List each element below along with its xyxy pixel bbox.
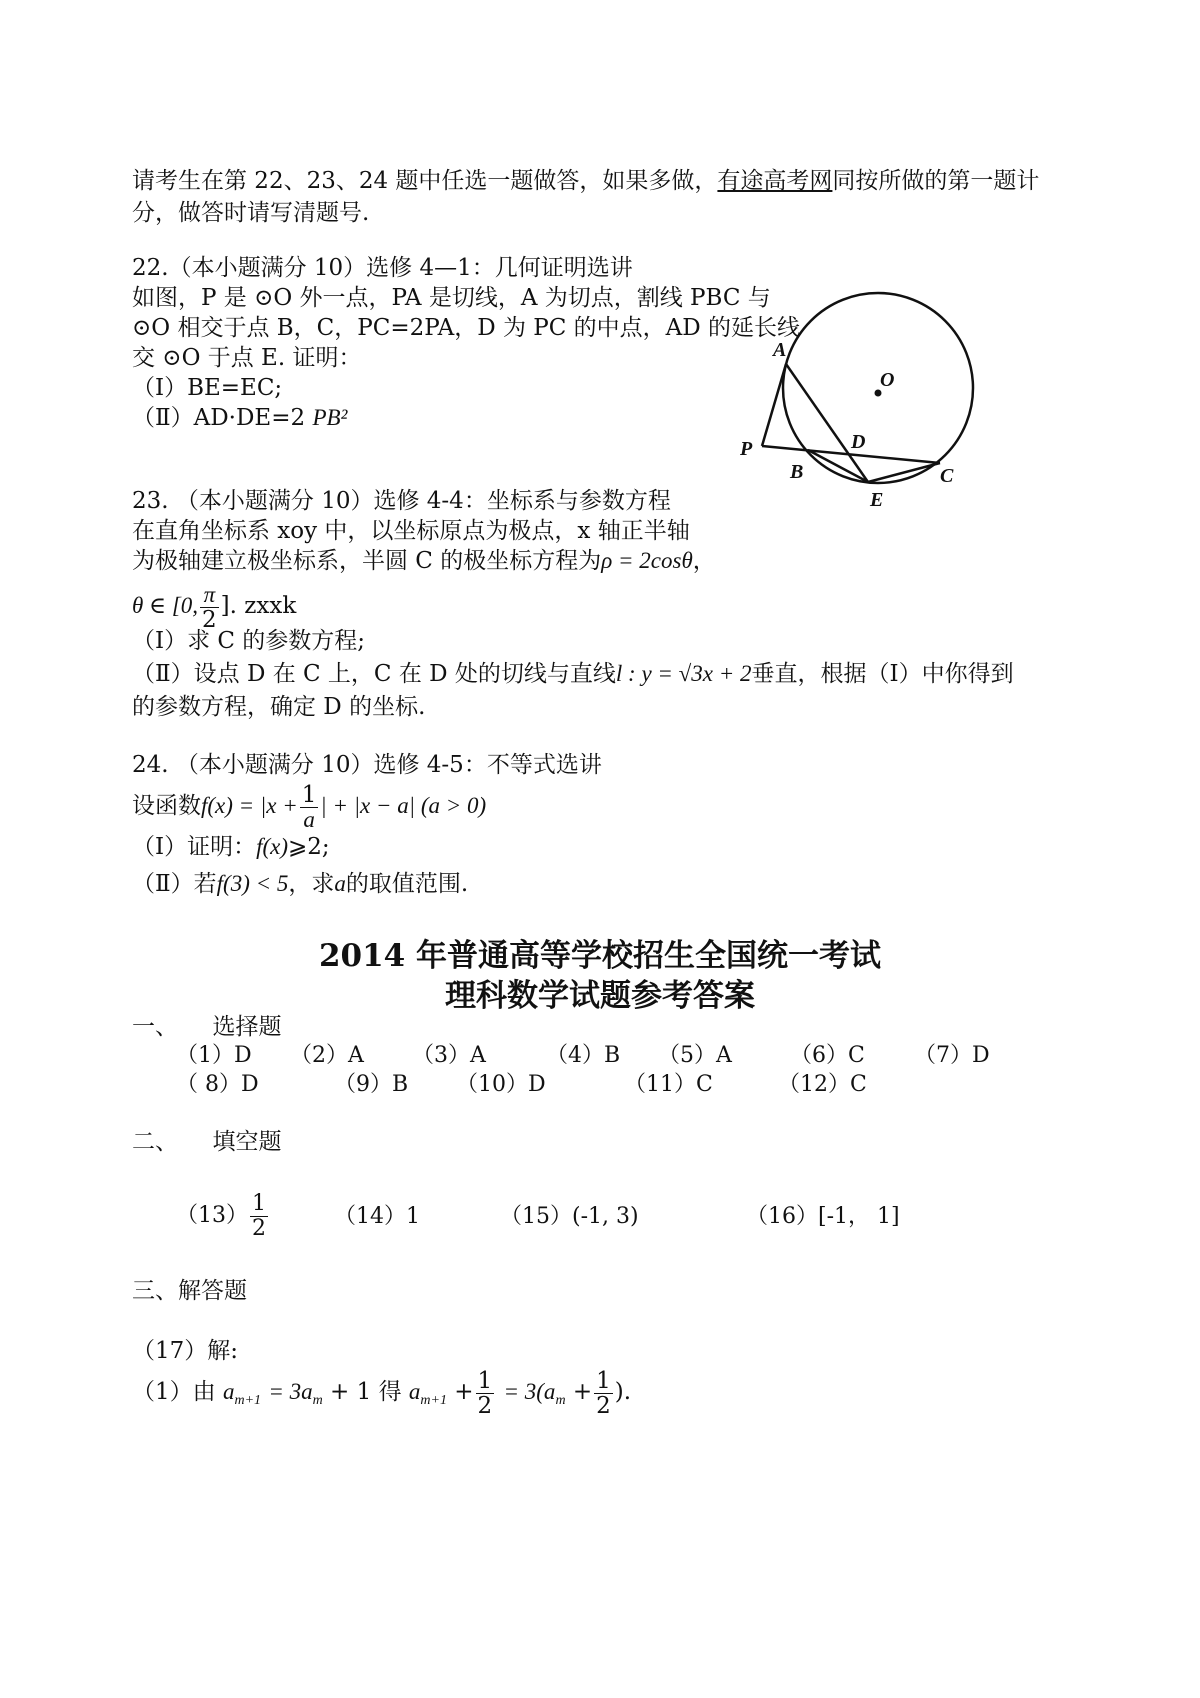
one-over-a: $\frac{1}{a}$: [301, 781, 317, 832]
circle-o: [783, 293, 973, 483]
q22-line-1: 如图，P 是 ⊙O 外一点，PA 是切线，A 为切点，割线 PBC 与: [132, 285, 771, 311]
q17-heading: （17）解:: [132, 1338, 239, 1364]
q23-part-2: （Ⅱ）设点 D 在 C 上，C 在 D 处的切线与直线l : y = √3x + 2垂直，根据（Ⅰ）中你得到: [132, 661, 1014, 687]
q24-line-1: 设函数f(x) = |x + $\frac{1}{a}$ | + |x − a| (a > 0): [132, 781, 487, 832]
q24-part-2: （Ⅱ）若f(3) < 5，求a的取值范围.: [132, 871, 469, 897]
section-3-heading: 三、解答题: [132, 1278, 247, 1304]
tangent-pa: [762, 364, 786, 446]
q22-line-3: 交 ⊙O 于点 E. 证明：: [132, 345, 362, 371]
q22-part-2: （Ⅱ）AD·DE=2 PB²: [132, 405, 348, 431]
q22-heading: 22.（本小题满分 10）选修 4—1：几何证明选讲: [132, 255, 633, 281]
fill-answer-16: （16）[-1， 1]: [746, 1204, 900, 1229]
q23-line-3: θ ∈ [0, $\frac{\pi}{2}$ ]. zxxk: [132, 581, 297, 633]
choice-answer: （12）C: [778, 1072, 867, 1097]
q23-line-1: 在直角坐标系 xoy 中，以坐标原点为极点，x 轴正半轴: [132, 518, 690, 544]
section-1-heading: 一、 选择题: [132, 1014, 282, 1040]
label-o: O: [880, 369, 895, 391]
label-d: D: [851, 431, 866, 453]
choice-answer: （3）A: [412, 1043, 486, 1068]
label-b: B: [790, 461, 804, 483]
section-2-heading: 二、 填空题: [132, 1129, 282, 1155]
intro-line-1: 请考生在第 22、23、24 题中任选一题做答，如果多做，有途高考网同按所做的第一题计: [132, 168, 1040, 194]
q23-heading: 23. （本小题满分 10）选修 4-4：坐标系与参数方程: [132, 488, 671, 514]
choice-answer: （9）B: [334, 1072, 409, 1097]
fill-answer-13: （13） $\frac{1}{2}$: [176, 1190, 266, 1241]
q17-step-1: （1）由 $a_{m+1} = 3a_m + 1$ 得 $a_{m+1}$ + $\frac{1}{2}$ = $3(a_m$ + $\frac{1}{2}$ ).: [132, 1367, 632, 1419]
q23-part-1: （Ⅰ）求 C 的参数方程;: [132, 628, 366, 654]
fill-answer-15: （15）(-1, 3): [500, 1204, 639, 1229]
label-p: P: [740, 438, 753, 460]
q22-part-1: （Ⅰ）BE=EC;: [132, 375, 283, 401]
q23-part-2-cont: 的参数方程，确定 D 的坐标.: [132, 694, 426, 720]
source-link[interactable]: 有途高考网: [717, 168, 833, 194]
choice-answer: （5）A: [658, 1043, 732, 1068]
answers-title-2: 理科数学试题参考答案: [445, 978, 755, 1014]
fill-answer-14: （14）1: [334, 1204, 420, 1229]
choice-answer: （ 8）D: [176, 1072, 259, 1097]
choice-answer: （2）A: [290, 1043, 364, 1068]
q24-heading: 24. （本小题满分 10）选修 4-5：不等式选讲: [132, 752, 602, 778]
choice-answer: （1）D: [176, 1043, 252, 1068]
q23-line-2: 为极轴建立极坐标系，半圆 C 的极坐标方程为ρ = 2cosθ，: [132, 548, 716, 574]
q22-line-2: ⊙O 相交于点 B，C，PC=2PA，D 为 PC 的中点，AD 的延长线: [132, 315, 801, 341]
choice-answer: （7）D: [914, 1043, 990, 1068]
choice-answer: （4）B: [546, 1043, 621, 1068]
circle-figure: [740, 282, 1020, 522]
label-e: E: [870, 489, 884, 511]
q24-part-1: （Ⅰ）证明：f(x)⩾2;: [132, 834, 330, 860]
intro-line-2: 分，做答时请写清题号.: [132, 200, 370, 226]
label-c: C: [940, 465, 954, 487]
answers-title-1: 2014 年普通高等学校招生全国统一考试: [318, 938, 882, 974]
label-a: A: [773, 339, 787, 361]
pi-over-2: $\frac{\pi}{2}$: [202, 581, 217, 633]
choice-answer: （10）D: [456, 1072, 546, 1097]
choice-answer: （6）C: [790, 1043, 865, 1068]
choice-answer: （11）C: [624, 1072, 713, 1097]
